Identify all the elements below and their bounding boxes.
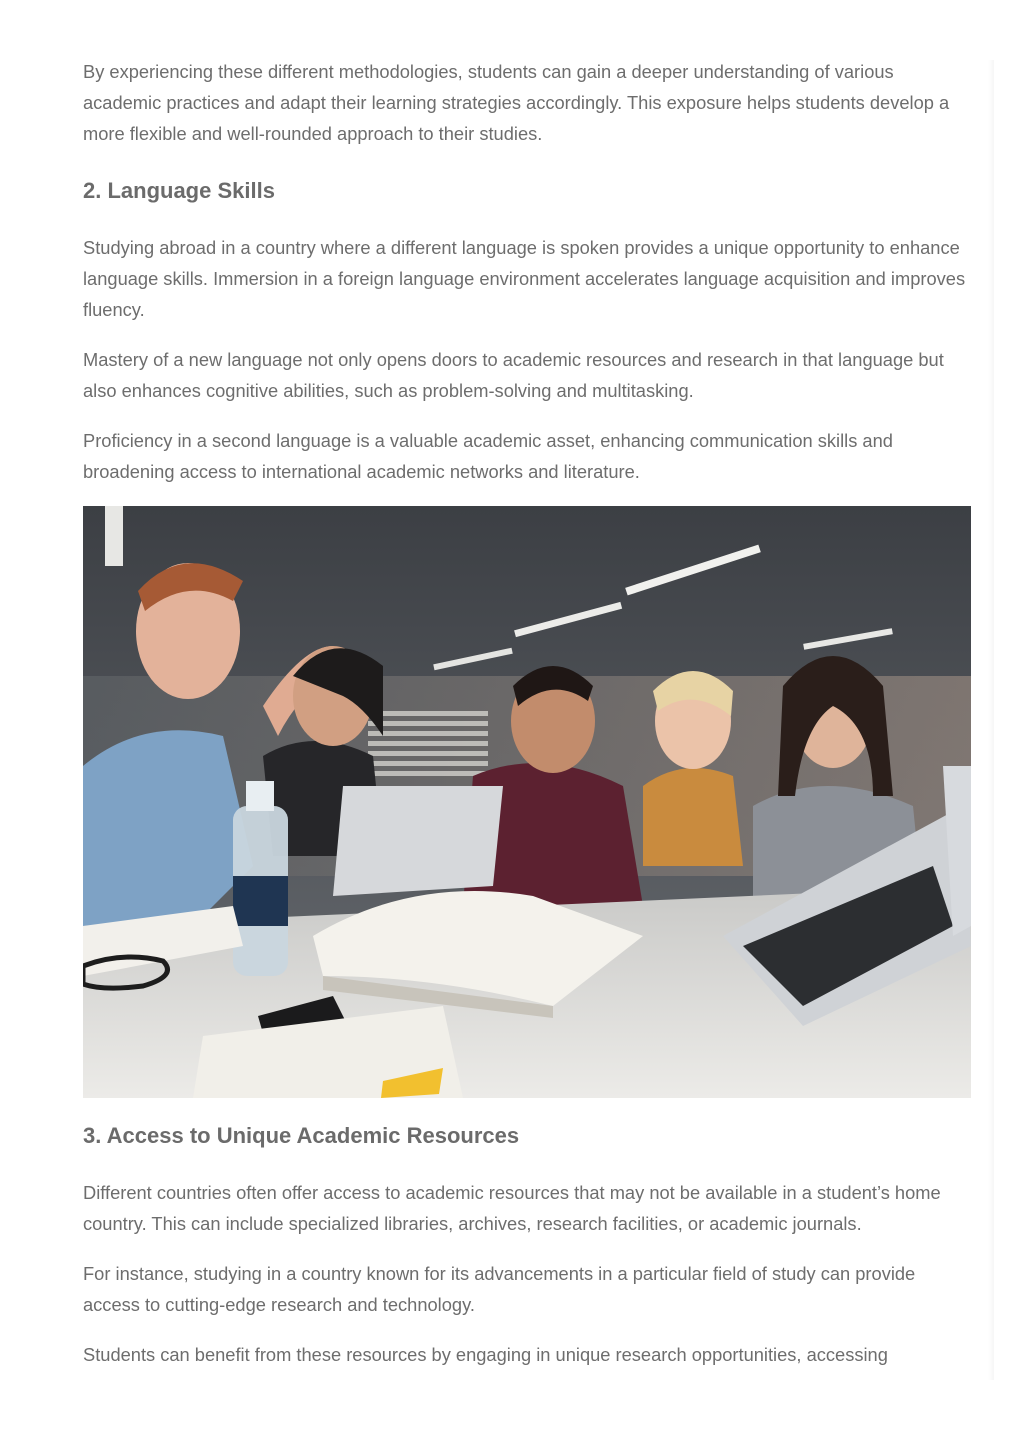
resources-paragraph-1: Different countries often offer access to academic resources that may not be available in a student’s home country. This can include specialized libraries, archives, research facilities, or academic journals. [83, 1182, 941, 1234]
intro-paragraph: By experiencing these different methodologies, students can gain a deeper understanding of various academic practices and adapt their learning strategies accordingly. This exposure helps students develop a more flexible and well-rounded approach to their studies. [83, 61, 950, 144]
section-heading-language-skills: 2. Language Skills [83, 178, 275, 203]
language-paragraph-2: Mastery of a new language not only opens doors to academic resources and research in that language but also enhances cognitive abilities, such as problem-solving and multitasking. [83, 349, 944, 401]
students-photo [83, 506, 971, 1098]
page-edge-shadow [988, 60, 994, 1380]
resources-paragraph-2: For instance, studying in a country known for its advancements in a particular field of study can provide access to cutting-edge research and technology. [83, 1263, 916, 1315]
language-paragraph-1: Studying abroad in a country where a different language is spoken provides a unique opportunity to enhance language skills. Immersion in a foreign language environment accelerates language acquisition and improves fluency. [83, 237, 966, 320]
language-paragraph-3: Proficiency in a second language is a valuable academic asset, enhancing communication skills and broadening access to international academic networks and literature. [83, 430, 893, 482]
section-heading-academic-resources: 3. Access to Unique Academic Resources [83, 1123, 520, 1148]
article-body [83, 56, 971, 1389]
resources-paragraph-3: Students can benefit from these resources by engaging in unique research opportunities, accessing [83, 1344, 888, 1365]
